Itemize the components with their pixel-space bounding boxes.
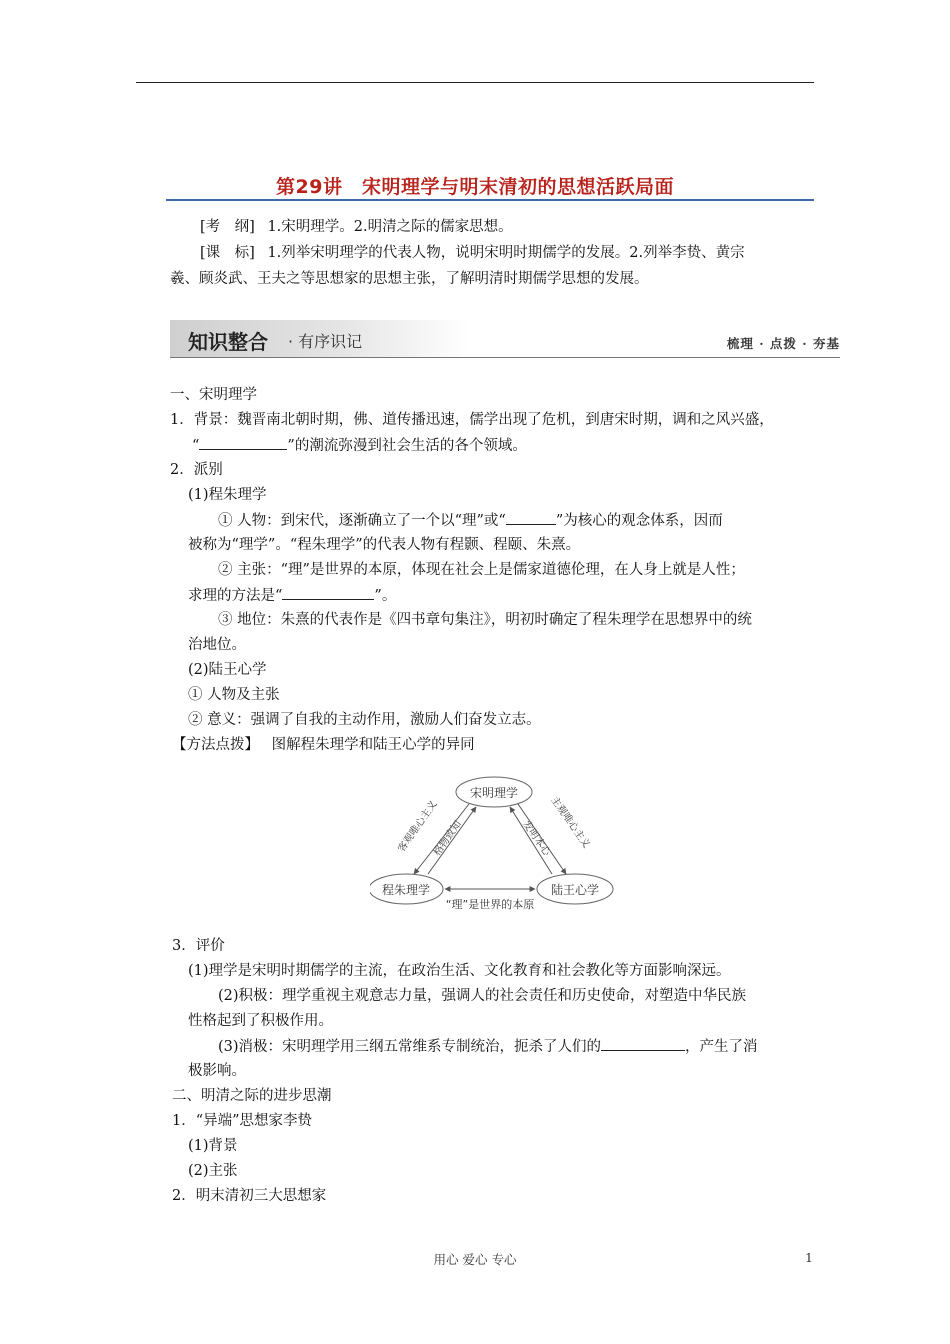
background-text: ”的潮流弥漫到社会生活的各个领域。: [287, 438, 527, 454]
kebiao-text-1: 1.列举宋明理学的代表人物，说明宋明时期儒学的发展。2.列举李贽、黄宗: [267, 245, 745, 261]
cz-people-line-1: [218, 510, 723, 531]
cz-claim-line-2: [188, 585, 396, 606]
section-2-heading: 二、明清之际的进步思潮: [172, 1088, 332, 1104]
evaluation-line-2b: 性格起到了积极作用。: [188, 1013, 333, 1029]
outer-left-label: 客观唯心主义: [396, 798, 440, 855]
fill-blank[interactable]: [601, 1036, 685, 1051]
evaluation-heading: 3．评价: [172, 938, 225, 954]
kaogang-text: 1.宋明理学。2.明清之际的儒家思想。: [267, 219, 513, 235]
evaluation-line-3: [218, 1036, 758, 1057]
background-line-1: 1．背景：魏晋南北朝时期，佛、道传播迅速，儒学出现了危机，到唐宋时期，调和之风兴盛，: [170, 412, 774, 428]
inner-right-label: 发明本心: [520, 819, 553, 859]
method-label: 【方法点拨】: [172, 737, 259, 753]
evaluation-line-3b: 极影响。: [188, 1063, 246, 1079]
outer-right-label: 主观唯心主义: [548, 794, 592, 851]
fill-blank[interactable]: [506, 510, 556, 525]
three-thinkers-heading: 2．明末清初三大思想家: [172, 1188, 327, 1204]
lu-wang-heading: (2)陆王心学: [188, 662, 267, 678]
cz-people-line-2: 被称为“理学”。“程朱理学”的代表人物有程颢、程颐、朱熹。: [188, 537, 581, 553]
page-number: 1: [805, 1250, 813, 1265]
banner-title: 知识整合: [188, 330, 268, 354]
cz-claim-line-1: ② 主张：“理”是世界的本原，体现在社会上是儒家道德伦理，在人身上就是人性；: [218, 562, 745, 578]
inner-left-label: 格物致知: [431, 819, 464, 859]
diagram-left-node: [370, 874, 443, 904]
cz-claim-text: 求理的方法是“: [188, 588, 283, 604]
cz-people-text-end: ”为核心的观念体系，因而: [555, 513, 723, 529]
kaogang-line: [200, 217, 513, 237]
diagram-top-label: 宋明理学: [469, 786, 519, 800]
evaluation-negative-text: (3)消极：宋明理学用三纲五常维系专制统治，扼杀了人们的: [218, 1039, 602, 1055]
diagram-right-label: 陆王心学: [550, 883, 600, 897]
method-text: 图解程朱理学和陆王心学的异同: [271, 737, 475, 753]
cz-status-line-2: 治地位。: [188, 637, 246, 653]
li-zhi-background: (1)背景: [188, 1138, 238, 1154]
evaluation-line-1: (1)理学是宋明时期儒学的主流，在政治生活、文化教育和社会教化等方面影响深远。: [188, 963, 731, 979]
cheng-zhu-heading: (1)程朱理学: [188, 487, 267, 503]
comparison-diagram: [370, 762, 626, 914]
li-zhi-heading: 1．“异端”思想家李贽: [172, 1113, 313, 1129]
kebiao-line-1: [200, 243, 745, 263]
kaogang-label: [考 纲]: [200, 219, 255, 235]
diagram-left-label: 程朱理学: [381, 883, 431, 897]
banner-rule: [170, 357, 840, 358]
cz-status-line-1: ③ 地位：朱熹的代表作是《四书章句集注》，明初时确定了程朱理学在思想界中的统: [218, 612, 752, 628]
title-underline: [166, 199, 814, 201]
diagram-bottom-label: “理”是世界的本原: [445, 898, 535, 911]
cz-people-text: ① 人物：到宋代，逐渐确立了一个以“理”或“: [218, 513, 506, 529]
section-banner: [170, 320, 840, 358]
cz-claim-text-end: ”。: [374, 588, 397, 604]
schools-heading: 2．派别: [170, 462, 223, 478]
li-zhi-claims: (2)主张: [188, 1163, 238, 1179]
method-tip: [172, 735, 475, 755]
diagram-right-node: [537, 874, 613, 904]
page-footer: 用心 爱心 专心: [433, 1252, 517, 1267]
fill-blank[interactable]: [282, 585, 374, 600]
section-1-heading: 一、宋明理学: [170, 387, 257, 403]
fill-blank[interactable]: [199, 435, 287, 450]
background-line-2: [192, 435, 527, 456]
background-quote-open: “: [192, 438, 200, 454]
header-rule: [136, 82, 814, 83]
banner-tagline: 梳理 · 点拨 · 夯基: [726, 336, 840, 351]
kebiao-label: [课 标]: [200, 245, 255, 261]
evaluation-negative-text-end: ，产生了消: [685, 1039, 758, 1055]
lu-wang-item-1: ① 人物及主张: [188, 687, 280, 703]
evaluation-line-2a: (2)积极：理学重视主观意志力量，强调人的社会责任和历史使命，对塑造中华民族: [218, 988, 747, 1004]
lu-wang-item-2: ② 意义：强调了自我的主动作用，激励人们奋发立志。: [188, 712, 541, 728]
banner-subtitle: · 有序识记: [288, 332, 363, 351]
page-title: 第29讲 宋明理学与明末清初的思想活跃局面: [276, 176, 674, 198]
diagram-top-node: [456, 777, 532, 807]
kebiao-text-2: 羲、顾炎武、王夫之等思想家的思想主张，了解明清时期儒学思想的发展。: [170, 271, 649, 287]
